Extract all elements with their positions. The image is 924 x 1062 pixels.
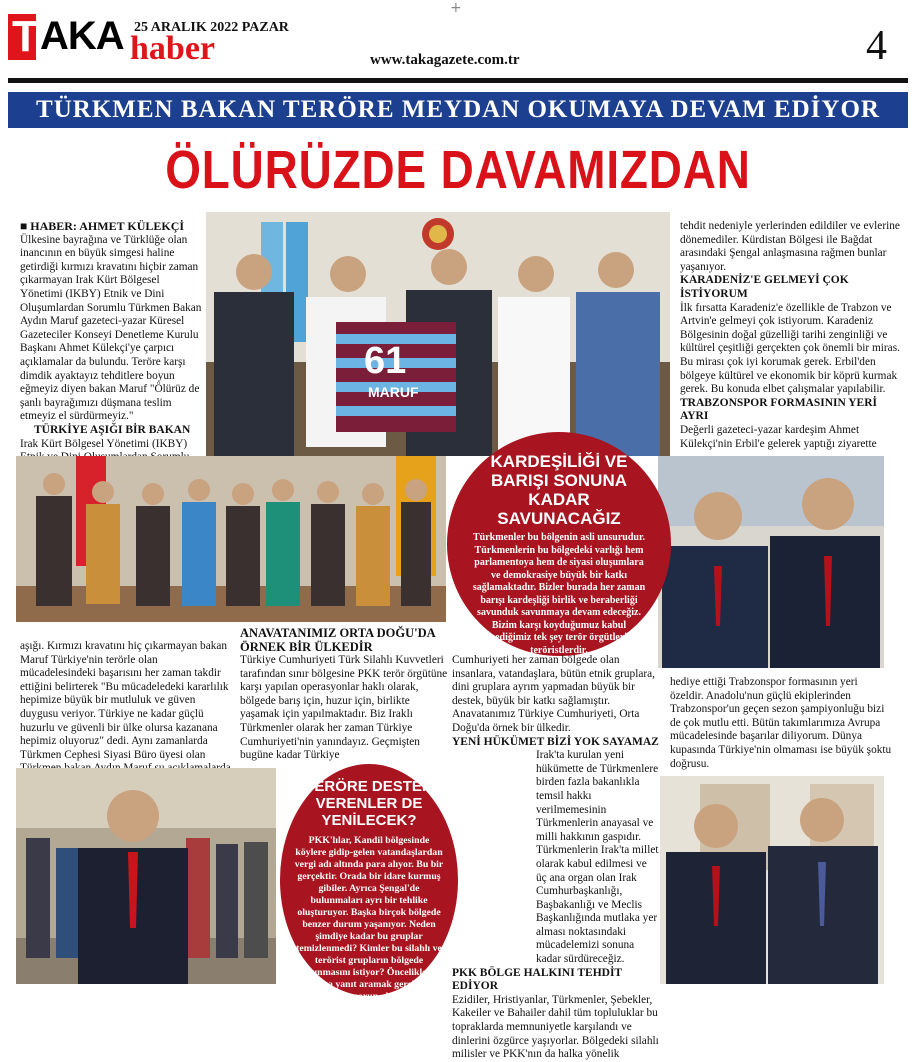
jersey-name: MARUF xyxy=(368,384,419,400)
jersey-number: 61 xyxy=(364,340,407,382)
group-photo xyxy=(16,456,446,622)
website-url[interactable]: www.takagazete.com.tr xyxy=(370,52,520,68)
paragraph: Ülkesine bayrağına ve Türklüğe olan inancının en büyük simgesi haline getirdiği kırmızı kravatını hiçbir zaman çıkarmayan Irak Kürt Bölgesel Yönetimi (IKBY) Etnik ve Dini Oluşumlardan Sorumlu Türkmen Bakan Aydın Maruf gazeteci-yazar Küresel Gazeteciler Konseyi Denetleme Kurulu Başkanı Ahmet Külekçi'ye çarpıcı açıklamalar da bulundu. Teröre karşı dimdik ayaktayız tehditlere boyun eğmeyiz diyen bakan Maruf "Ölürüz de şanlı bayrağımızı düşmana teslim etmeyiz el sürdürmeyiz." xyxy=(20,233,202,423)
article-col-1 xyxy=(20,220,204,456)
main-headline: ÖLÜRÜZDE DAVAMIZDAN xyxy=(165,140,751,200)
main-photo xyxy=(206,212,670,456)
logo-haber: haber xyxy=(130,30,215,67)
crosshair-mark: + xyxy=(450,0,462,16)
subheading: YENİ HÜKÜMET BİZİ YOK SAYAMAZ xyxy=(452,735,659,748)
subheading: ANAVATANIMIZ ORTA DOĞU'DA ÖRNEK BİR ÜLKEDİR xyxy=(240,626,435,654)
article-col-mid-3 xyxy=(452,654,660,1061)
subheading: TRABZONSPOR FORMASININ YERİ AYRI xyxy=(680,396,878,423)
article-col-right-mid xyxy=(670,676,892,772)
kicker-headline: TÜRKMEN BAKAN TERÖRE MEYDAN OKUMAYA DEVAM EDİYOR xyxy=(36,96,880,123)
paragraph: tehdit nedeniyle yerlerinden edildiler ve evlerine dönemediler. Kürdistan Bölgesi ile Bağdat arasındaki Şengal anlaşmasına rağmen bunlar yaşanıyor. xyxy=(680,220,900,273)
paragraph: İlk fırsatta Karadeniz'e özellikle de Trabzon ve Artvin'e gelmeyi çok istiyorum. Karadeniz Bölgesinin doğal güzelliği tarihi zenginliği ve kültürel çeşitliği gerçekten çok önemli bir miras. Bu mirası çok iyi korumak gerek. Erbil'den bölgeye kültürel ve ekonomik bir köprü kurmak gerek. Bu konuda elbet çalışmalar yapılabilir. xyxy=(680,301,900,396)
paragraph: Ezidiler, Hristiyanlar, Türkmenler, Şebekler, Kakeiler ve Bahailer dahil tüm topluluklar bu topraklarda memnuniyetle karşılandı ve dinlerini özgürce yaşıyorlar. Bölgedeki silahlı milisler ve PKK'nın da halka yönelik xyxy=(452,993,659,1061)
article-col-right-top xyxy=(680,220,900,452)
two-men-photo xyxy=(658,456,884,668)
pull-quote-body: Türkmenler bu bölgenin asli unsurudur. Türkmenlerin bu bölgedeki varlığı hem parlamentoya hem de siyasi oluşumlara ve demokrasiye büyük bir katkı sağlamaktadır. Bizler burada her zaman barışı kardeşliği birlik ve beraberliği savunduk savunmaya devam edeceğiz. Bizim karşı koyduğumuz kabul etmediğimiz tek şey terör örgütleri ve teröristlerdir. xyxy=(472,532,646,656)
paragraph: Değerli gazeteci-yazar kardeşim Ahmet Külekçi'nin Erbil'e gelerek yaptığı ziyarette xyxy=(680,423,877,450)
article-col-mid-1 xyxy=(20,640,236,765)
paragraph: Türkiye Cumhuriyeti Türk Silahlı Kuvvetleri tarafından sınır bölgesine PKK terör örgütüne karşı yapılan operasyonlar haklı olarak, bölgede barış için, huzur için, birlikte yaşamak için yapılmaktadır. Biz Iraklı Türkmenler olarak her zaman Türkiye Cumhuriyeti'nin yanındayız. Geçmişten bugüne kadar Türkiye xyxy=(240,654,448,762)
paragraph: hediye ettiği Trabzonspor formasının yeri özeldir. Anadolu'nun güçlü ekiplerinden Trabzonspor'un geçen sezon şampiyonluğu bizi de çok mutlu etti. Bütün takımlarımıza Avrupa mücadelesinde başarılar diliyorum. Dünya kupasında Türkiye'nin olmaması ise büyük şoktu doğrusu. xyxy=(670,676,892,770)
paragraph: aşığı. Kırmızı kravatını hiç çıkarmayan bakan Maruf Türkiye'nin terörle olan mücadelesindeki başarısını her zaman takdir ettiğini belirterek "Bu mücadeledeki kararlılık hepimize büyük bir mutluluk ve güven duygusu veriyor. Türkiye ne kadar güçlü huzurlu ve güvenli bir ülke olursa kazanana hepimiz oluyoruz" dedi. Aynı zamanlarda Türkmen Cephesi Siyasi Büro üyesi olan xyxy=(20,640,229,761)
issue-date: 25 ARALIK 2022 PAZAR xyxy=(134,20,289,35)
pull-quote-circle-1 xyxy=(447,432,671,656)
page-number: 4 xyxy=(866,23,887,69)
pull-quote-title: TERÖRE DESTEK VERENLER DE YENİLECEK? xyxy=(305,778,433,829)
article-col-mid-2 xyxy=(240,626,452,766)
paragraph: Irak'ta kurulan yeni hükümette de Türkmenlere birden fazla bakanlıkla temsil hakkı verilmemesinin Türkmenlerin anayasal ve milli hakkının gaspıdır. Türkmenlerin Irak'ta millet olarak kabul edilmesi ve üç ana organ olan Irak Cumhurbaşkanlığı, Başbakanlığı ve Meclis Başkanlığında mutlaka yer alması noktasındaki mücadelemizi sonuna kadar sürdüreceğiz. xyxy=(536,749,659,966)
subheading: TÜRKİYE AŞIĞI BİR BAKAN xyxy=(34,423,191,436)
paragraph: Cumhuriyeti her zaman bölgede olan insanlara, vatandaşlara, bütün etnik gruplara, dini gruplara ayrım yapmadan büyük bir destek, büyük bir katkı sağlamıştır. Anavatanımız Türkiye Cumhuriyeti, Orta Doğu'da örnek bir ülkedir. xyxy=(452,654,655,734)
masthead-rule xyxy=(8,78,908,83)
pull-quote-body: PKK'lılar, Kandil bölgesinde köylere gidip-gelen vatandaşlardan vergi adı altında para alıyor. Bu bir gerçektir. Orada bir idare kurmuş gibiler. Ayrıca Şengal'de bulunmaları ayrı bir tehlike oluşturuyor. Başka birçok bölgede benzer durum yaşanıyor. Neden şimdiye kadar bu gruplar temizlenmedi? Kimler bu silahlı ve terörist grupların bölgede bulunmasını istiyor? Öncelikle bu sorulara yanıt aramak gerekir. Bu herkes için sorun oluşturuyor. xyxy=(294,835,444,1002)
pull-quote-circle-2 xyxy=(280,764,458,1002)
subheading: KARADENİZ'E GELMEYİ ÇOK İSTİYORUM xyxy=(680,274,849,300)
paragraph: Irak Kürt Bölgesel Yönetimi (IKBY) xyxy=(20,437,188,450)
logo-wordmark: AKA xyxy=(40,14,124,58)
logo-letter-t: T xyxy=(12,12,39,61)
byline: ■ HABER: AHMET KÜLEKÇİ xyxy=(20,219,185,233)
subheading: PKK BÖLGE HALKINI TEHDİT EDİYOR xyxy=(452,966,622,993)
minister-photo xyxy=(660,776,884,984)
crowd-photo xyxy=(16,768,276,984)
pull-quote-title: KARDEŞİLİĞİ VE BARIŞI SONUNA KADAR SAVUNACAĞIZ xyxy=(490,452,628,528)
